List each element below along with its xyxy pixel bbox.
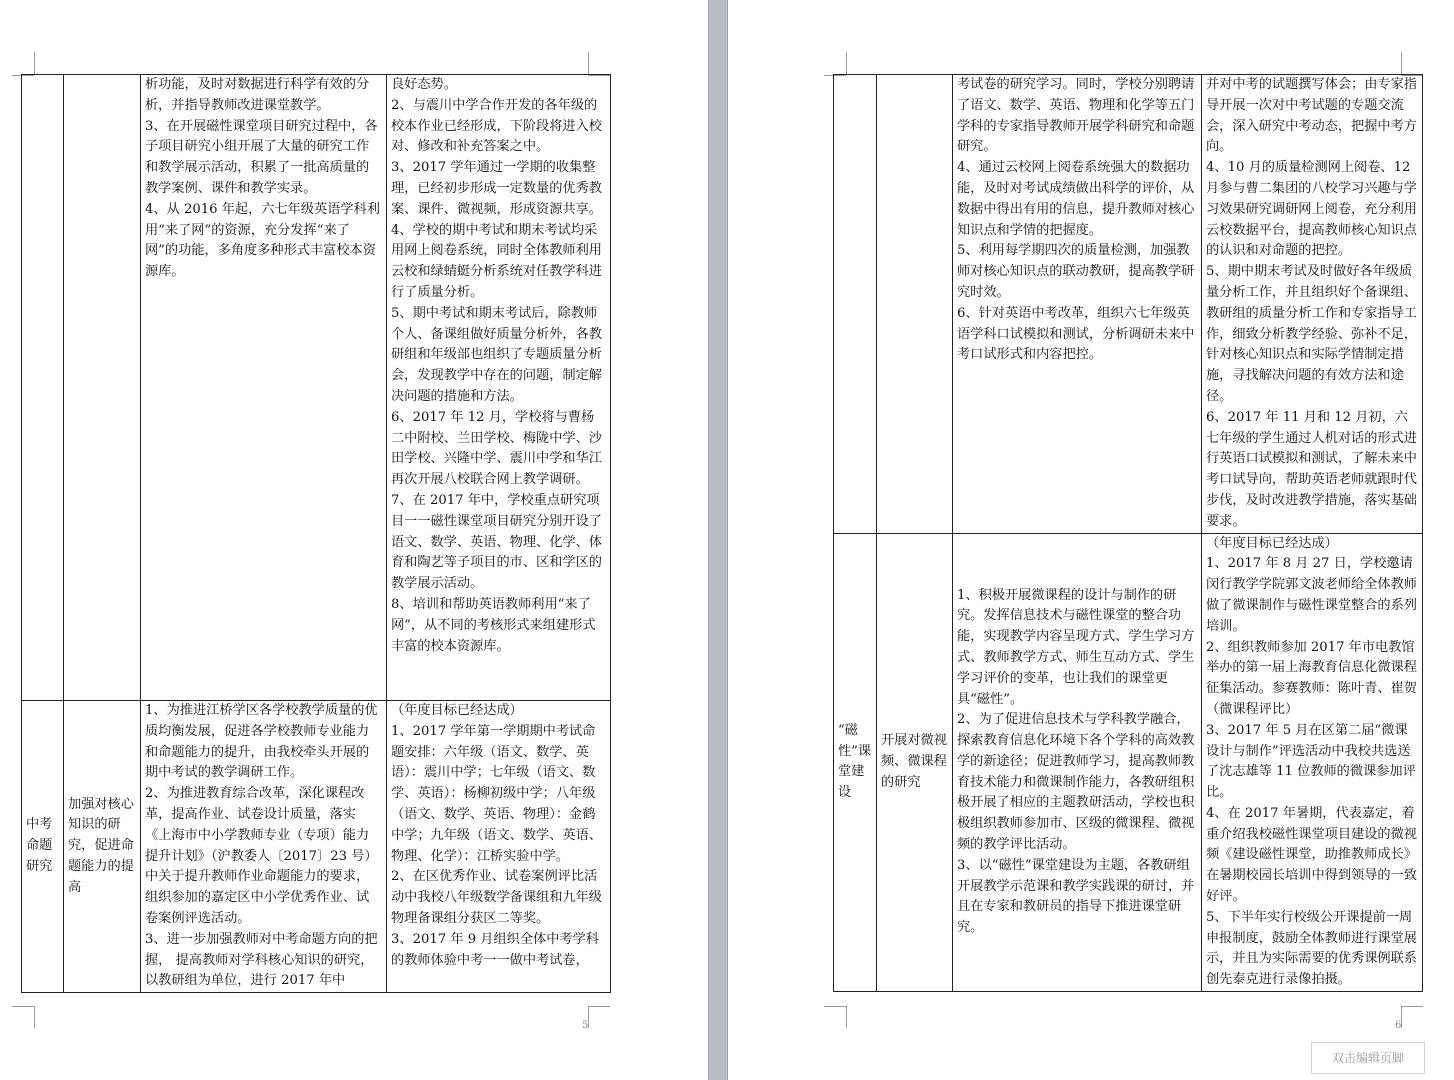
measures-cell	[141, 75, 387, 701]
paragraph: 3、2017 年 5 月在区第二届“微课设计与制作”评选活动中我校共选送了沈志雄等 11 位教师的微课参加评比。	[1206, 722, 1416, 801]
table-cell	[22, 75, 64, 701]
paragraph: 1、积极开展微课程的设计与制作的研究。发挥信息技术与磁性课堂的整合功能，实现教学内容呈现方式、学生学习方式、教师教学方式、师生互动方式、学生学习评价的变革，也让我们的课堂更具“磁性”。	[957, 587, 1195, 707]
plan-table-right	[833, 74, 1423, 992]
paragraph: 4、学校的期中考试和期末考试均采用网上阅卷系统，同时全体教师利用云校和绿蜻蜓分析系统对任教学科进行了质量分析。	[391, 222, 602, 300]
table-row	[22, 75, 611, 701]
paragraph: 2、在区优秀作业、试卷案例评比活动中我校八年级数学备课组和九年级物理备课组分获区二等奖。	[391, 869, 602, 926]
paragraph: 并对中考的试题撰写体会；由专家指导开展一次对中考试题的专题交流会，深入研究中考动态，把握中考方向。	[1206, 77, 1417, 155]
paragraph: 1、为推进江桥学区各学校教学质量的优质均衡发展，促进各学校教师专业能力和命题能力的提升，由我校牵头开展的期中考试的教学调研工作。	[145, 703, 378, 781]
table-cell	[64, 75, 141, 701]
table-row	[834, 75, 1423, 534]
paragraph: 4、通过云校网上阅卷系统强大的数据功能，及时对考试成绩做出科学的评价，从数据中得出有用的信息，提升教师对核心知识点和学情的把握度。	[957, 160, 1195, 238]
paragraph: 1、2017 年 8 月 27 日，学校邀请闵行教学学院郭文波老师给全体教师做了微课制作与磁性课堂整合的系列培训。	[1206, 556, 1417, 634]
page-number: 5	[582, 1020, 589, 1031]
plan-table-left	[21, 74, 611, 993]
paragraph: 3、2017 年 9 月组织全体中考学科的教师体验中考一一做中考试卷，	[391, 931, 599, 968]
measures-cell	[953, 75, 1202, 534]
paragraph: 良好态势。	[391, 77, 457, 92]
results-cell	[1202, 75, 1423, 534]
paragraph: 3、2017 学年通过一学期的收集整理，已经初步形成一定数量的优秀教案、课件、微视频，形成资源共享。	[391, 160, 602, 217]
measures-cell	[141, 701, 387, 993]
paragraph: 8、培训和帮助英语教师利用“来了网”，从不同的考核形式来组建形式丰富的校本资源库。	[391, 596, 596, 654]
results-cell	[1202, 533, 1423, 992]
paragraph: 4、在 2017 年暑期，代表嘉定，着重介绍我校磁性课堂项目建设的微视频《建设磁性课堂，助推教师成长》在暑期校园长培训中得到领导的一致好评。	[1206, 805, 1417, 905]
paragraph: 6、2017 年 11 月和 12 月初，六七年级的学生通过人机对话的形式进行英语口试模拟和测试，了解未来中考口试导向，帮助英语老师就跟时代步伐，及时改进教学措施，落实基础要求。	[1206, 409, 1417, 529]
paragraph: （年度目标已经达成）	[1206, 535, 1338, 551]
paragraph: （年度目标已经达成）	[391, 703, 523, 718]
paragraph: 析功能，及时对数据进行科学有效的分析，并指导教师改进课堂教学。	[145, 77, 370, 113]
results-cell	[387, 701, 611, 993]
goal-cell: 开展对微视频、微课程的研究	[877, 533, 953, 992]
paragraph: 6、针对英语中考改革，组织六七年级英语学科口试模拟和测试，分析调研未来中考口试形式和内容把控。	[957, 305, 1195, 363]
paragraph: 3、以“磁性”课堂建设为主题，各教研组开展教学示范课和教学实践课的研讨，并且在专家和教研员的指导下推进课堂研究。	[957, 857, 1195, 936]
table-cell	[834, 75, 877, 534]
page-number: 6	[1395, 1020, 1402, 1031]
table-row	[22, 701, 611, 993]
paragraph: 2、为了促进信息技术与学科教学融合，探索教育信息化环境下各个学科的高效教学的新途径；促进教师学习，提高教师教育技术能力和微课制作能力，各教研组积极开展了相应的主题教研活动，学校也积极组织教师参加市、区级的微课程、微视频的教学评比活动。	[957, 712, 1195, 853]
paragraph: 4、10 月的质量检测网上阅卷、12 月参与曹二集团的八校学习兴趣与学习效果研究调研网上阅卷，充分利用云校数据平台，提高教师核心知识点的认识和对命题的把控。	[1206, 160, 1417, 259]
paragraph: 1、2017 学年第一学期期中考试命题安排：六年级（语文、数学、英语）：震川中学；七年级（语文、数学、英语）：杨柳初级中学；八年级（语文、数学、英语、物理）：金鹤中学；九年级（语文、数学、英语、物理、化学）：江桥实验中学。	[391, 723, 602, 864]
paragraph: 7、在 2017 年中，学校重点研究项目一一磁性课堂项目研究分别开设了语文、数学、英语、物理、化学、体育和陶艺等子项目的市、区和学区的教学展示活动。	[391, 492, 602, 592]
document-page-left	[0, 0, 708, 1080]
paragraph: 考试卷的研究学习。同时，学校分别聘请了语文、数学、英语、物理和化学等五门学科的专家指导教师开展学科研究和命题研究。	[957, 77, 1195, 155]
paragraph: 2、组织教师参加 2017 年市电教馆举办的第一届上海教育信息化微课程征集活动。参赛教师：陈叶青、崔贺（微课程评比）	[1206, 639, 1417, 717]
paragraph: 5、期中考试和期末考试后，除教师个人、备课组做好质量分析外，各教研组和年级部也组织了专题质量分析会，发现教学中存在的问题，制定解决问题的措施和方法。	[391, 305, 602, 404]
category-cell: “磁性”课堂建设	[834, 533, 877, 992]
document-page-right	[728, 0, 1454, 1080]
paragraph: 4、从 2016 年起，六七年级英语学科利用“来了网”的资源，充分发挥“来了网”的功能，多角度多种形式丰富校本资源库。	[145, 201, 380, 280]
paragraph: 3、在开展磁性课堂项目研究过程中，各子项目研究小组开展了大量的研究工作和教学展示活动，积累了一批高质量的教学案例、课件和教学实录。	[145, 118, 378, 196]
edit-footer-button[interactable]: 双击编辑页脚	[1311, 1042, 1425, 1074]
paragraph: 3、进一步加强教师对中考命题方向的把握， 提高教师对学科核心知识的研究，以教研组为单位，进行 2017 年中	[145, 931, 378, 989]
table-cell	[877, 75, 953, 534]
goal-cell: 加强对核心知识的研究，促进命题能力的提高	[64, 701, 141, 993]
results-cell	[387, 75, 611, 701]
paragraph: 6、2017 年 12 月，学校将与曹杨二中附校、兰田学校、梅陇中学、沙田学校、兴隆中学、震川中学和华江再次开展八校联合网上教学调研。	[391, 409, 602, 488]
paragraph: 5、利用每学期四次的质量检测，加强教师对核心知识点的联动教研，提高教学研究时效。	[957, 243, 1195, 300]
paragraph: 5、下半年实行校级公开课提前一周申报制度，鼓励全体教师进行课堂展示，并且为实际需要的优秀课例联系创先泰克进行录像拍摄。	[1206, 909, 1417, 988]
paragraph: 2、为推进教育综合改革，深化课程改革，提高作业、试卷设计质量，落实《上海市中小学教师专业（专项）能力提升计划》（沪教委人〔2017〕23 号）中关于提升教师作业命题能力的要求，组织参加的嘉定区中小学优秀作业、试卷案例评选活动。	[145, 786, 378, 926]
paragraph: 5、期中期末考试及时做好各年级质量分析工作，并且组织好个备课组、教研组的质量分析工作和专家指导工作，细致分析教学经验、弥补不足，针对核心知识点和实际学情制定措施，寻找解决问题的有效方法和途径。	[1206, 264, 1417, 404]
table-row	[834, 533, 1423, 992]
measures-cell	[953, 533, 1202, 992]
paragraph: 2、与震川中学合作开发的各年级的校本作业已经形成，下阶段将进入校对、修改和补充答案之中。	[391, 97, 602, 155]
category-cell: 中考命题研究	[22, 701, 64, 993]
page-gutter	[708, 0, 728, 1080]
